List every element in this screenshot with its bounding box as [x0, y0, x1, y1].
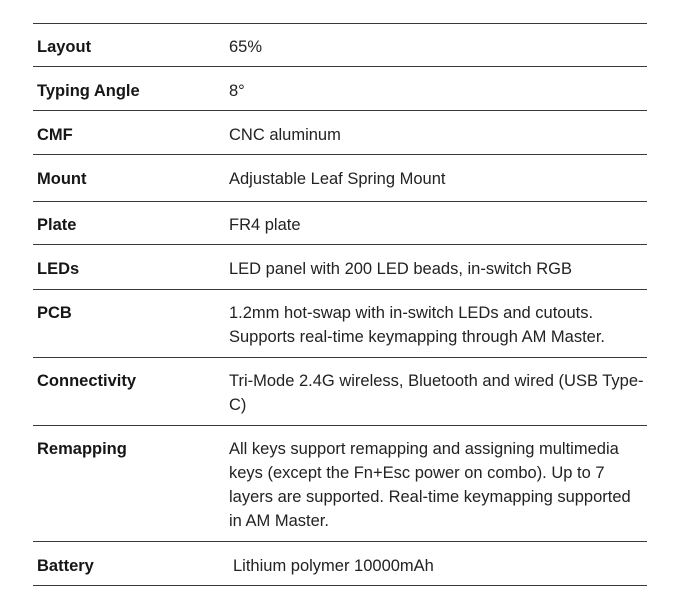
spec-row-mount	[33, 155, 647, 202]
spec-value: 8°	[229, 82, 245, 100]
spec-value: 65%	[229, 38, 263, 56]
spec-value: FR4 plate	[229, 216, 301, 234]
spec-value: LED panel with 200 LED beads, in-switch RGB	[229, 260, 573, 278]
spec-label: Remapping	[37, 440, 127, 458]
spec-row-connectivity	[33, 358, 647, 426]
spec-row-leds	[33, 245, 647, 290]
spec-label: Layout	[37, 38, 92, 56]
spec-value: All keys support remapping and assigning multimedia keys (except the Fn+Esc power on combo). Up to 7 layers are supported. Real-time keymapping supported in AM Master.	[229, 440, 631, 530]
spec-label: Typing Angle	[37, 82, 140, 100]
spec-row-remapping	[33, 426, 647, 542]
spec-value: Lithium polymer 10000mAh	[233, 557, 434, 575]
spec-table	[33, 23, 647, 586]
spec-row-plate	[33, 202, 647, 245]
spec-row-battery	[33, 542, 647, 586]
spec-label: Battery	[37, 557, 94, 575]
spec-label: Mount	[37, 170, 87, 188]
spec-value: 1.2mm hot-swap with in-switch LEDs and cutouts. Supports real-time keymapping through AM Master.	[229, 304, 606, 346]
spec-label: Connectivity	[37, 372, 137, 390]
spec-row-cmf	[33, 111, 647, 155]
spec-label: PCB	[37, 304, 72, 322]
spec-row-layout	[33, 24, 647, 67]
spec-value: Adjustable Leaf Spring Mount	[229, 170, 446, 188]
spec-value: CNC aluminum	[229, 126, 341, 144]
spec-label: CMF	[37, 126, 73, 144]
spec-row-pcb	[33, 290, 647, 358]
spec-label: LEDs	[37, 260, 80, 278]
spec-value: Tri-Mode 2.4G wireless, Bluetooth and wired (USB Type-C)	[229, 372, 644, 414]
spec-row-typing-angle	[33, 67, 647, 111]
spec-label: Plate	[37, 216, 77, 234]
